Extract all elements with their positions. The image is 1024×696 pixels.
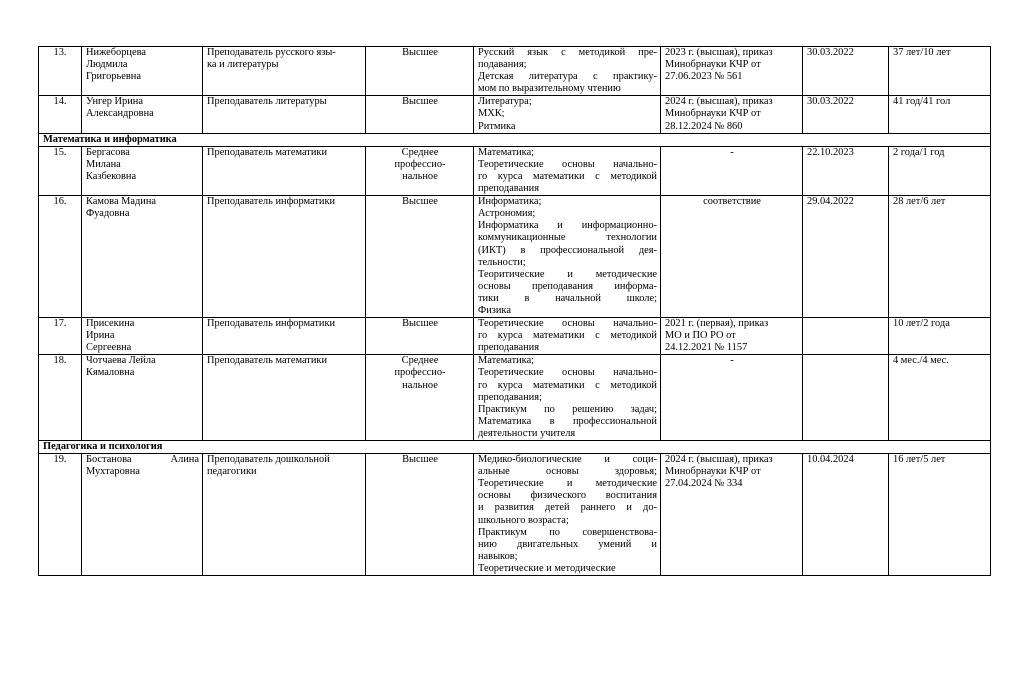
disciplines-line: Медико-биологические и соци- — [478, 454, 657, 466]
disciplines-line: преподавания — [478, 183, 540, 195]
education-level-line: Высшее — [402, 196, 438, 208]
teacher-name-line: Людмила — [86, 59, 128, 71]
disciplines-line: Практикум по совершенствова- — [478, 526, 657, 538]
qualification-category-line: - — [730, 355, 734, 367]
qualification-category-line: Минобрнауки КЧР от — [665, 108, 761, 120]
disciplines-line: навыков; — [478, 550, 518, 562]
disciplines-line: Информатика и информационно- — [478, 220, 657, 232]
qualification-category-line: 2021 г. (первая), приказ — [665, 318, 769, 330]
experience-cell — [889, 196, 991, 318]
qualification-category-line: 27.06.2023 № 561 — [665, 71, 743, 83]
teacher-name-cell — [82, 96, 203, 133]
teacher-name-line: Мухтаровна — [86, 466, 140, 478]
teacher-name-cell — [82, 355, 203, 441]
education-level-line: профессио- — [394, 158, 446, 170]
disciplines-line: Литература; — [478, 96, 532, 108]
disciplines-line: основы физического воспитания — [478, 490, 657, 502]
experience-text: 2 года/1 год — [893, 146, 945, 158]
education-level-cell — [366, 318, 474, 355]
disciplines-line: го курса математики с методикой — [478, 330, 657, 342]
education-level-line: Среднее — [401, 355, 439, 367]
education-level-cell — [366, 47, 474, 96]
position-cell — [203, 318, 366, 355]
qualification-category-line: Минобрнауки КЧР от — [665, 59, 761, 71]
experience-text: 10 лет/2 года — [893, 318, 950, 330]
disciplines-line: Математика; — [478, 355, 535, 367]
teacher-name-line: Казбековна — [86, 170, 137, 182]
row-number-text: 14. — [53, 96, 67, 108]
disciplines-line: деятельности учителя — [478, 427, 576, 439]
position-line: Преподаватель информатики — [207, 318, 336, 330]
disciplines-line: альные основы здоровья; — [478, 466, 657, 478]
disciplines-line: тельности; — [478, 256, 526, 268]
qualification-category-line: Минобрнауки КЧР от — [665, 466, 761, 478]
experience-text: 41 год/41 гол — [893, 96, 951, 108]
teacher-name-cell — [82, 454, 203, 576]
education-level-line: профессио- — [394, 367, 446, 379]
course-date-cell — [803, 318, 889, 355]
qualification-category-line: 27.04.2024 № 334 — [665, 478, 743, 490]
disciplines-line: Теоретические основы начально- — [478, 318, 657, 330]
disciplines-line: Русский язык с методикой пре- — [478, 47, 657, 58]
qualification-category-cell — [661, 355, 803, 441]
qualification-category-cell — [661, 196, 803, 318]
disciplines-line: Теоретические основы начально- — [478, 158, 657, 170]
education-level-line: Среднее — [401, 146, 439, 158]
teacher-name-cell — [82, 196, 203, 318]
course-date-text: 30.03.2022 — [807, 47, 854, 58]
teacher-name-line: Кямаловна — [86, 367, 135, 379]
staff-table — [38, 46, 991, 576]
course-date-cell — [803, 196, 889, 318]
education-level-line: нальное — [402, 379, 438, 391]
experience-cell — [889, 318, 991, 355]
disciplines-cell — [474, 146, 661, 195]
teacher-name-line: Ирина — [86, 330, 115, 342]
position-cell — [203, 146, 366, 195]
position-line: Преподаватель информатики — [207, 196, 336, 208]
course-date-cell — [803, 47, 889, 96]
disciplines-line: Теоретические и методические — [478, 562, 616, 574]
row-number-text: 18. — [53, 355, 67, 367]
position-line: Преподаватель литературы — [207, 96, 327, 108]
education-level-line: нальное — [402, 170, 438, 182]
qualification-category-cell — [661, 96, 803, 133]
course-date-text: 30.03.2022 — [807, 96, 854, 108]
education-level-cell — [366, 96, 474, 133]
disciplines-line: (ИКТ) в профессиональной дея- — [478, 244, 657, 256]
disciplines-line: го курса математики с методикой — [478, 170, 657, 182]
disciplines-cell — [474, 454, 661, 576]
disciplines-line: МХК; — [478, 108, 505, 120]
course-date-text: 22.10.2023 — [807, 146, 854, 158]
disciplines-line: Теоретические и методические — [478, 478, 657, 490]
disciplines-line: Математика; — [478, 146, 535, 158]
experience-cell — [889, 355, 991, 441]
teacher-name-line: Милана — [86, 158, 121, 170]
teacher-name-line: Камова Мадина — [86, 196, 157, 208]
table-row — [39, 146, 991, 195]
row-number-cell — [39, 196, 82, 318]
row-number-cell — [39, 96, 82, 133]
disciplines-line: и развития детей раннего и до- — [478, 502, 657, 514]
qualification-category-line: 24.12.2021 № 1157 — [665, 342, 748, 354]
experience-text: 37 лет/10 лет — [893, 47, 951, 58]
disciplines-line: преподавания — [478, 342, 540, 354]
experience-cell — [889, 454, 991, 576]
qualification-category-cell — [661, 318, 803, 355]
section-row — [39, 441, 991, 454]
teacher-name-line: Унгер Ирина — [86, 96, 143, 108]
qualification-category-line: 28.12.2024 № 860 — [665, 120, 743, 132]
course-date-cell — [803, 146, 889, 195]
education-level-line: Высшее — [402, 454, 438, 466]
disciplines-line: тики в начальной школе; — [478, 292, 657, 304]
disciplines-line: Детская литература с практику- — [478, 71, 657, 83]
education-level-line: Высшее — [402, 47, 438, 58]
teacher-name-line: Григорьевна — [86, 71, 141, 83]
teacher-name-line: Бостанова Алина — [86, 454, 199, 466]
disciplines-line: Теоретические основы начально- — [478, 367, 657, 379]
row-number-text: 13. — [53, 47, 67, 58]
section-title: Педагогика и психология — [39, 441, 991, 454]
teacher-name-line: Присекина — [86, 318, 135, 330]
row-number-cell — [39, 355, 82, 441]
education-level-cell — [366, 355, 474, 441]
disciplines-line: преподавания; — [478, 391, 542, 403]
experience-text: 28 лет/6 лет — [893, 196, 946, 208]
row-number-text: 15. — [53, 146, 67, 158]
course-date-cell — [803, 96, 889, 133]
disciplines-line: го курса математики с методикой — [478, 379, 657, 391]
section-row — [39, 133, 991, 146]
education-level-cell — [366, 196, 474, 318]
position-cell — [203, 454, 366, 576]
staff-table-page — [38, 46, 990, 576]
qualification-category-line: 2023 г. (высшая), приказ — [665, 47, 773, 58]
row-number-cell — [39, 47, 82, 96]
teacher-name-line: Александровна — [86, 108, 154, 120]
disciplines-cell — [474, 318, 661, 355]
staff-table-body — [39, 47, 991, 576]
table-row — [39, 318, 991, 355]
qualification-category-line: 2024 г. (высшая), приказ — [665, 454, 773, 466]
teacher-name-cell — [82, 47, 203, 96]
position-line: Преподаватель математики — [207, 146, 328, 158]
position-line: Преподаватель дошкольной — [207, 454, 330, 466]
qualification-category-cell — [661, 146, 803, 195]
course-date-text: 29.04.2022 — [807, 196, 854, 208]
course-date-cell — [803, 454, 889, 576]
position-cell — [203, 355, 366, 441]
row-number-cell — [39, 454, 82, 576]
table-row — [39, 355, 991, 441]
row-number-cell — [39, 318, 82, 355]
experience-cell — [889, 146, 991, 195]
disciplines-line: Практикум по решению задач; — [478, 403, 657, 415]
course-date-cell — [803, 355, 889, 441]
disciplines-line: подавания; — [478, 59, 527, 71]
education-level-cell — [366, 454, 474, 576]
position-cell — [203, 47, 366, 96]
teacher-name-line: Чотчаева Лейла — [86, 355, 156, 367]
disciplines-line: коммуникационные технологии — [478, 232, 657, 244]
education-level-line: Высшее — [402, 96, 438, 108]
row-number-text: 19. — [53, 454, 67, 466]
position-line: Преподаватель русского язы- — [207, 47, 336, 58]
qualification-category-line: - — [730, 146, 734, 158]
teacher-name-cell — [82, 146, 203, 195]
teacher-name-line: Бергасова — [86, 146, 130, 158]
qualification-category-cell — [661, 47, 803, 96]
disciplines-line: Теоритические и методические — [478, 268, 657, 280]
disciplines-line: основы преподавания информа- — [478, 280, 657, 292]
disciplines-line: нию двигательных умений и — [478, 538, 657, 550]
disciplines-cell — [474, 96, 661, 133]
disciplines-line: школьного возраста; — [478, 514, 569, 526]
table-row — [39, 47, 991, 96]
disciplines-line: Физика — [478, 304, 511, 316]
disciplines-cell — [474, 47, 661, 96]
table-row — [39, 454, 991, 576]
experience-cell — [889, 96, 991, 133]
qualification-category-line: МО и ПО РО от — [665, 330, 736, 342]
disciplines-cell — [474, 196, 661, 318]
disciplines-line: Ритмика — [478, 120, 516, 132]
disciplines-line: мом по выразительному чтению — [478, 83, 621, 95]
teacher-name-line: Сергеевна — [86, 342, 132, 354]
education-level-line: Высшее — [402, 318, 438, 330]
position-line: ка и литературы — [207, 59, 279, 71]
row-number-cell — [39, 146, 82, 195]
disciplines-line: Астрономия; — [478, 208, 536, 220]
education-level-cell — [366, 146, 474, 195]
position-line: Преподаватель математики — [207, 355, 328, 367]
qualification-category-line: соответствие — [703, 196, 761, 208]
position-cell — [203, 196, 366, 318]
teacher-name-line: Нижеборцева — [86, 47, 146, 58]
qualification-category-cell — [661, 454, 803, 576]
position-line: педагогики — [207, 466, 257, 478]
disciplines-line: Математика в профессиональной — [478, 415, 657, 427]
experience-cell — [889, 47, 991, 96]
table-row — [39, 96, 991, 133]
position-cell — [203, 96, 366, 133]
section-title: Математика и информатика — [39, 133, 991, 146]
row-number-text: 16. — [53, 196, 67, 208]
teacher-name-cell — [82, 318, 203, 355]
row-number-text: 17. — [53, 318, 67, 330]
experience-text: 4 мес./4 мес. — [893, 355, 949, 367]
teacher-name-line: Фуадовна — [86, 208, 130, 220]
disciplines-cell — [474, 355, 661, 441]
course-date-text: 10.04.2024 — [807, 454, 854, 466]
disciplines-line: Информатика; — [478, 196, 542, 208]
experience-text: 16 лет/5 лет — [893, 454, 946, 466]
qualification-category-line: 2024 г. (высшая), приказ — [665, 96, 773, 108]
table-row — [39, 196, 991, 318]
